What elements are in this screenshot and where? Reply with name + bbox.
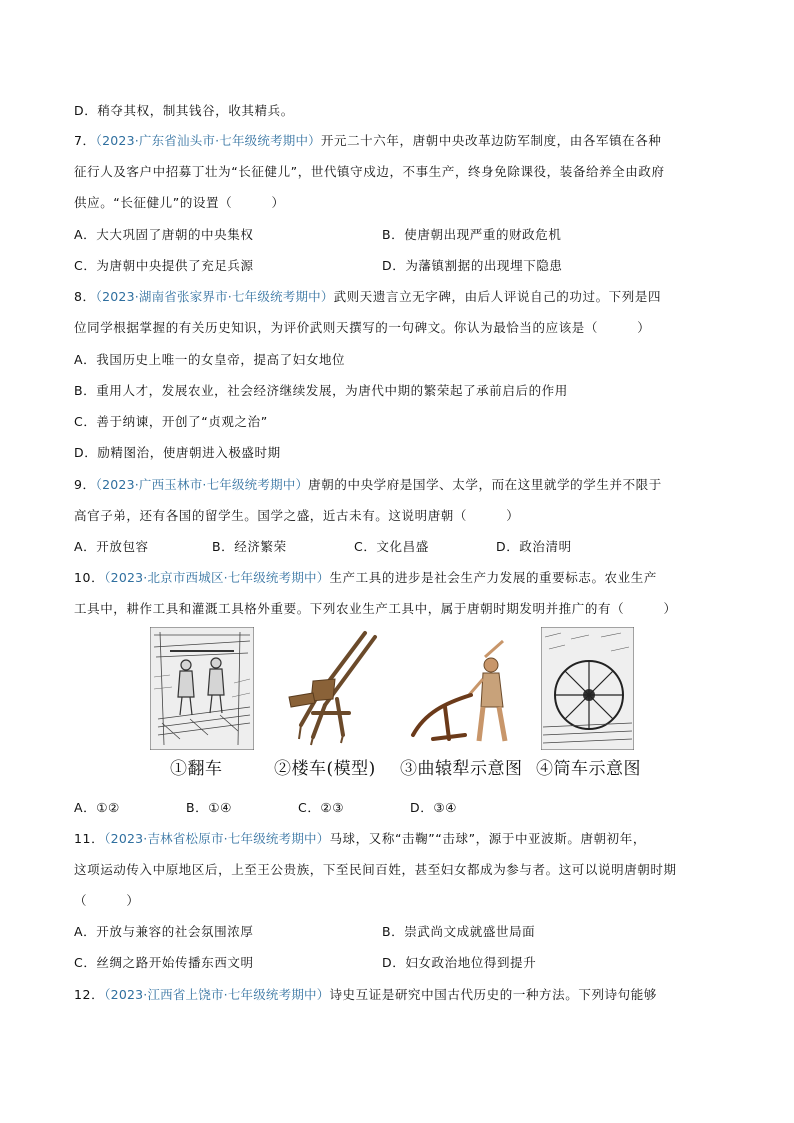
q7-option-d[interactable]: D．为藩镇割据的出现埋下隐患 xyxy=(382,258,563,273)
q7-line-2: 征行人及客户中招募丁壮为“长征健儿”，世代镇守戍边，不事生产，终身免除课役，装备给养全由政府 xyxy=(74,164,665,179)
q11-line-3: （ ） xyxy=(74,893,140,908)
q8-line-2: 位同学根据掌握的有关历史知识，为评价武则天撰写的一句碑文。你认为最恰当的应该是（ ） xyxy=(74,320,651,335)
q6-option-d: D．稍夺其权，制其钱谷，收其精兵。 xyxy=(74,103,294,118)
caption-1: ①翻车 xyxy=(170,759,223,779)
q11-line-2: 这项运动传入中原地区后，上至王公贵族，下至民间百姓，甚至妇女都成为参与者。这可以说明唐朝时期 xyxy=(74,862,677,877)
q11-source: （2023·吉林省松原市·七年级统考期中） xyxy=(104,831,330,846)
q7-source: （2023·广东省汕头市·七年级统考期中） xyxy=(95,133,321,148)
q8-stem-1: 武则天遗言立无字碑，由后人评说自己的功过。下列是四 xyxy=(333,289,662,304)
q7-line-3: 供应。“长征健儿”的设置（ ） xyxy=(74,195,285,210)
q11-line-1 xyxy=(74,829,646,849)
fanche-image xyxy=(150,627,254,750)
q9-line-2: 高官子弟，还有各国的留学生。国学之盛，近古未有。这说明唐朝（ ） xyxy=(74,508,520,523)
q12-line-1 xyxy=(74,985,657,1005)
q8-source: （2023·湖南省张家界市·七年级统考期中） xyxy=(95,289,334,304)
q8-number: 8． xyxy=(74,289,96,304)
q11-stem-1: 马球，又称“击鞠”“击球”，源于中亚波斯。唐朝初年， xyxy=(329,831,646,846)
q8-option-b[interactable]: B．重用人才，发展农业，社会经济继续发展，为唐代中期的繁荣起了承前启后的作用 xyxy=(74,383,568,398)
q7-number: 7． xyxy=(74,133,96,148)
q11-number: 11． xyxy=(74,831,105,846)
q9-option-a[interactable]: A．开放包容 xyxy=(74,539,149,554)
q10-option-a[interactable]: A．①② xyxy=(74,800,120,815)
q10-line-1 xyxy=(74,568,657,588)
q10-number: 10． xyxy=(74,570,105,585)
q7-option-c[interactable]: C．为唐朝中央提供了充足兵源 xyxy=(74,258,254,273)
q9-source: （2023·广西玉林市·七年级统考期中） xyxy=(95,477,309,492)
q7-option-a[interactable]: A．大大巩固了唐朝的中央集权 xyxy=(74,227,254,242)
q7-option-b[interactable]: B．使唐朝出现严重的财政危机 xyxy=(382,227,562,242)
q10-source: （2023·北京市西城区·七年级统考期中） xyxy=(104,570,330,585)
q9-option-d[interactable]: D．政治清明 xyxy=(496,539,572,554)
q11-option-c[interactable]: C．丝绸之路开始传播东西文明 xyxy=(74,955,254,970)
q11-option-d[interactable]: D．妇女政治地位得到提升 xyxy=(382,955,537,970)
quyuanli-image xyxy=(405,627,523,750)
caption-4: ④筒车示意图 xyxy=(536,759,641,779)
q9-stem-1: 唐朝的中央学府是国学、太学，而在这里就学的学生并不限于 xyxy=(308,477,662,492)
caption-2: ②楼车(模型) xyxy=(274,759,376,779)
q7-stem-1: 开元二十六年，唐朝中央改革边防军制度，由各军镇在各种 xyxy=(320,133,662,148)
q12-source: （2023·江西省上饶市·七年级统考期中） xyxy=(104,987,330,1002)
q9-line-1 xyxy=(74,475,662,495)
q8-option-c[interactable]: C．善于纳谏，开创了“贞观之治” xyxy=(74,414,268,429)
q10-line-2: 工具中，耕作工具和灌溉工具格外重要。下列农业生产工具中，属于唐朝时期发明并推广的有（ ） xyxy=(74,601,677,616)
q11-option-a[interactable]: A．开放与兼容的社会氛围浓厚 xyxy=(74,924,254,939)
q8-option-a[interactable]: A．我国历史上唯一的女皇帝，提高了妇女地位 xyxy=(74,352,346,367)
q10-option-c[interactable]: C．②③ xyxy=(298,800,345,815)
q10-option-d[interactable]: D．③④ xyxy=(410,800,457,815)
tongche-image xyxy=(541,627,634,750)
q12-stem-1: 诗史互证是研究中国古代历史的一种方法。下列诗句能够 xyxy=(329,987,657,1002)
q11-option-b[interactable]: B．崇武尚文成就盛世局面 xyxy=(382,924,536,939)
q7-line-1 xyxy=(74,131,661,151)
q10-option-b[interactable]: B．①④ xyxy=(186,800,232,815)
q10-stem-1: 生产工具的进步是社会生产力发展的重要标志。农业生产 xyxy=(329,570,657,585)
louche-image xyxy=(283,627,383,750)
caption-3: ③曲辕犁示意图 xyxy=(400,759,523,779)
q9-number: 9． xyxy=(74,477,96,492)
q8-line-1 xyxy=(74,287,661,307)
q9-option-c[interactable]: C．文化昌盛 xyxy=(354,539,429,554)
q8-option-d[interactable]: D．励精图治，使唐朝进入极盛时期 xyxy=(74,445,281,460)
q9-option-b[interactable]: B．经济繁荣 xyxy=(212,539,287,554)
q12-number: 12． xyxy=(74,987,105,1002)
